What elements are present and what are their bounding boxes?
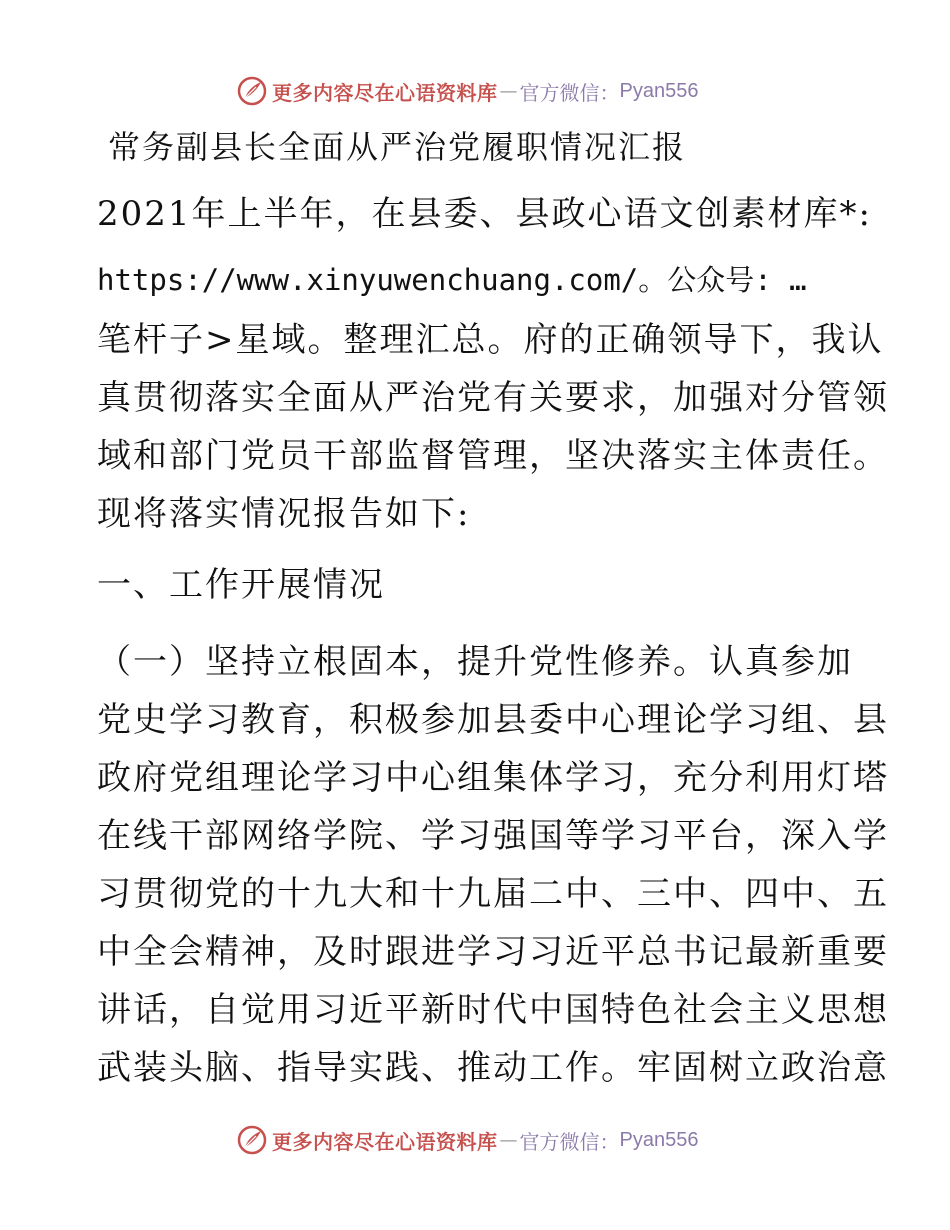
- document-title: 常务副县长全面从严治党履职情况汇报: [108, 128, 687, 166]
- watermark-separator: —: [499, 80, 518, 102]
- intro-line-1: 2021年上半年，在县委、县政心语文创素材库*:: [97, 194, 872, 234]
- feather-circle-logo-icon: [236, 75, 268, 107]
- section-heading: 一、工作开展情况: [97, 565, 385, 605]
- body-line-1: （一）坚持立根固本，提升党性修养。认真参加: [97, 642, 853, 682]
- watermark-wechat-id: Pyan556: [619, 1128, 699, 1151]
- intro-line-5: 域和部门党员干部监督管理，坚决落实主体责任。: [97, 436, 889, 476]
- watermark-wechat-id: Pyan556: [619, 79, 699, 102]
- watermark-text: 更多内容尽在心语资料库: [272, 80, 498, 105]
- intro-line-6: 现将落实情况报告如下:: [97, 494, 471, 534]
- feather-circle-logo-icon: [236, 1124, 268, 1156]
- watermark-wechat-label: 官方微信：: [519, 1129, 620, 1154]
- watermark-banner-bottom: [236, 1123, 698, 1157]
- watermark-banner-top: [236, 74, 698, 108]
- body-line-7: 讲话，自觉用习近平新时代中国特色社会主义思想: [97, 990, 889, 1030]
- watermark-wechat-label: 官方微信：: [519, 80, 620, 105]
- intro-line-2: https://www.xinyuwenchuang.com/。公众号: …: [97, 263, 807, 297]
- body-line-8: 武装头脑、指导实践、推动工作。牢固树立政治意: [97, 1048, 889, 1088]
- body-line-3: 政府党组理论学习中心组集体学习，充分利用灯塔: [97, 758, 889, 798]
- body-line-6: 中全会精神，及时跟进学习习近平总书记最新重要: [97, 932, 889, 972]
- intro-line-4: 真贯彻落实全面从严治党有关要求，加强对分管领: [97, 378, 889, 418]
- watermark-separator: —: [499, 1129, 518, 1151]
- body-line-2: 党史学习教育，积极参加县委中心理论学习组、县: [97, 700, 889, 740]
- watermark-text: 更多内容尽在心语资料库: [272, 1129, 498, 1154]
- intro-line-3: 笔杆子>星域。整理汇总。府的正确领导下，我认: [97, 320, 884, 360]
- body-line-5: 习贯彻党的十九大和十九届二中、三中、四中、五: [97, 874, 889, 914]
- body-line-4: 在线干部网络学院、学习强国等学习平台，深入学: [97, 816, 889, 856]
